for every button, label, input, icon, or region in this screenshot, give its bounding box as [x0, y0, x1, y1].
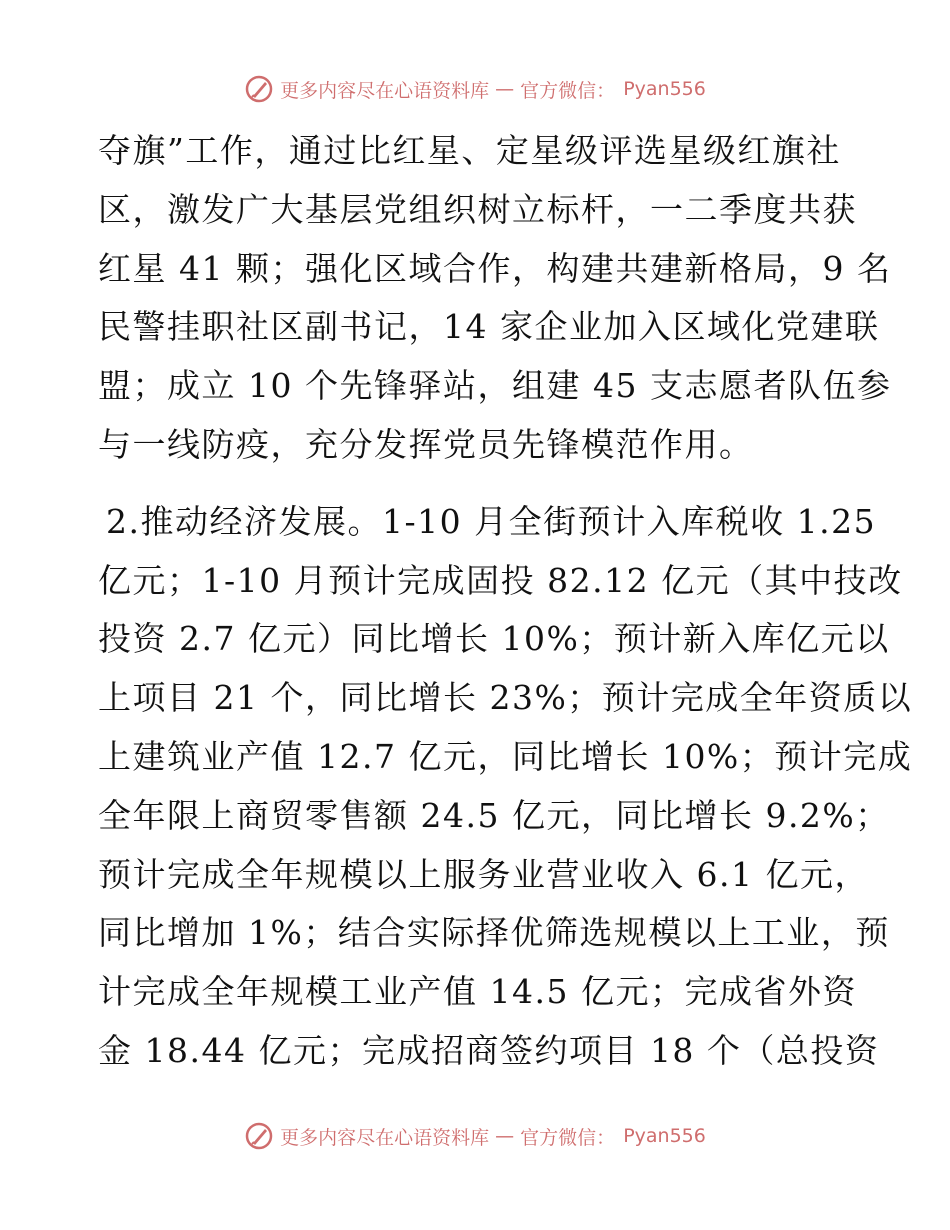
text-line: 民警挂职社区副书记，14 家企业加入区域化党建联 [98, 307, 880, 347]
text-line: 计完成全年规模工业产值 14.5 亿元；完成省外资 [98, 972, 857, 1012]
paragraph-economic-development [98, 493, 913, 1081]
text-line: 全年限上商贸零售额 24.5 亿元，同比增长 9.2%； [98, 795, 890, 835]
text-line: 上建筑业产值 12.7 亿元，同比增长 10%；预计完成 [98, 736, 913, 776]
paragraph-party-building [98, 122, 892, 475]
watermark-site-text: 更多内容尽在心语资料库 [280, 1126, 490, 1149]
text-line: 与一线防疫，充分发挥党员先锋模范作用。 [98, 424, 754, 464]
document-body [98, 122, 913, 1081]
watermark-separator: — [495, 78, 515, 100]
text-line: 同比增加 1%；结合实际择优筛选规模以上工业，预 [98, 913, 890, 953]
text-line: 盟；成立 10 个先锋驿站，组建 45 支志愿者队伍参 [98, 366, 892, 406]
watermark-official-label: 官方微信： [520, 1126, 616, 1149]
quill-circle-logo-icon [244, 74, 274, 104]
watermark-separator: — [495, 1125, 515, 1147]
text-line: 上项目 21 个，同比增长 23%；预计完成全年资质以 [98, 678, 913, 718]
text-line: 2.推动经济发展。1-10 月全街预计入库税收 1.25 [106, 501, 877, 541]
footer-watermark [0, 1121, 950, 1151]
text-line: 亿元；1-10 月预计完成固投 82.12 亿元（其中技改 [98, 560, 903, 600]
text-line: 预计完成全年规模以上服务业营业收入 6.1 亿元， [98, 854, 869, 894]
quill-circle-logo-icon [244, 1121, 274, 1151]
header-watermark [0, 74, 950, 104]
text-line: 金 18.44 亿元；完成招商签约项目 18 个（总投资 [98, 1030, 880, 1070]
text-line: 红星 41 颗；强化区域合作，构建共建新格局，9 名 [98, 248, 892, 288]
text-line: 夺旗”工作，通过比红星、定星级评选星级红旗社 [98, 131, 841, 170]
watermark-handle: Pyan556 [623, 1125, 706, 1147]
watermark-handle: Pyan556 [623, 78, 706, 100]
text-line: 区，激发广大基层党组织树立标杆，一二季度共获 [98, 189, 857, 229]
text-line: 投资 2.7 亿元）同比增长 10%；预计新入库亿元以 [98, 619, 890, 659]
watermark-official-label: 官方微信： [520, 79, 616, 102]
watermark-site-text: 更多内容尽在心语资料库 [280, 79, 490, 102]
